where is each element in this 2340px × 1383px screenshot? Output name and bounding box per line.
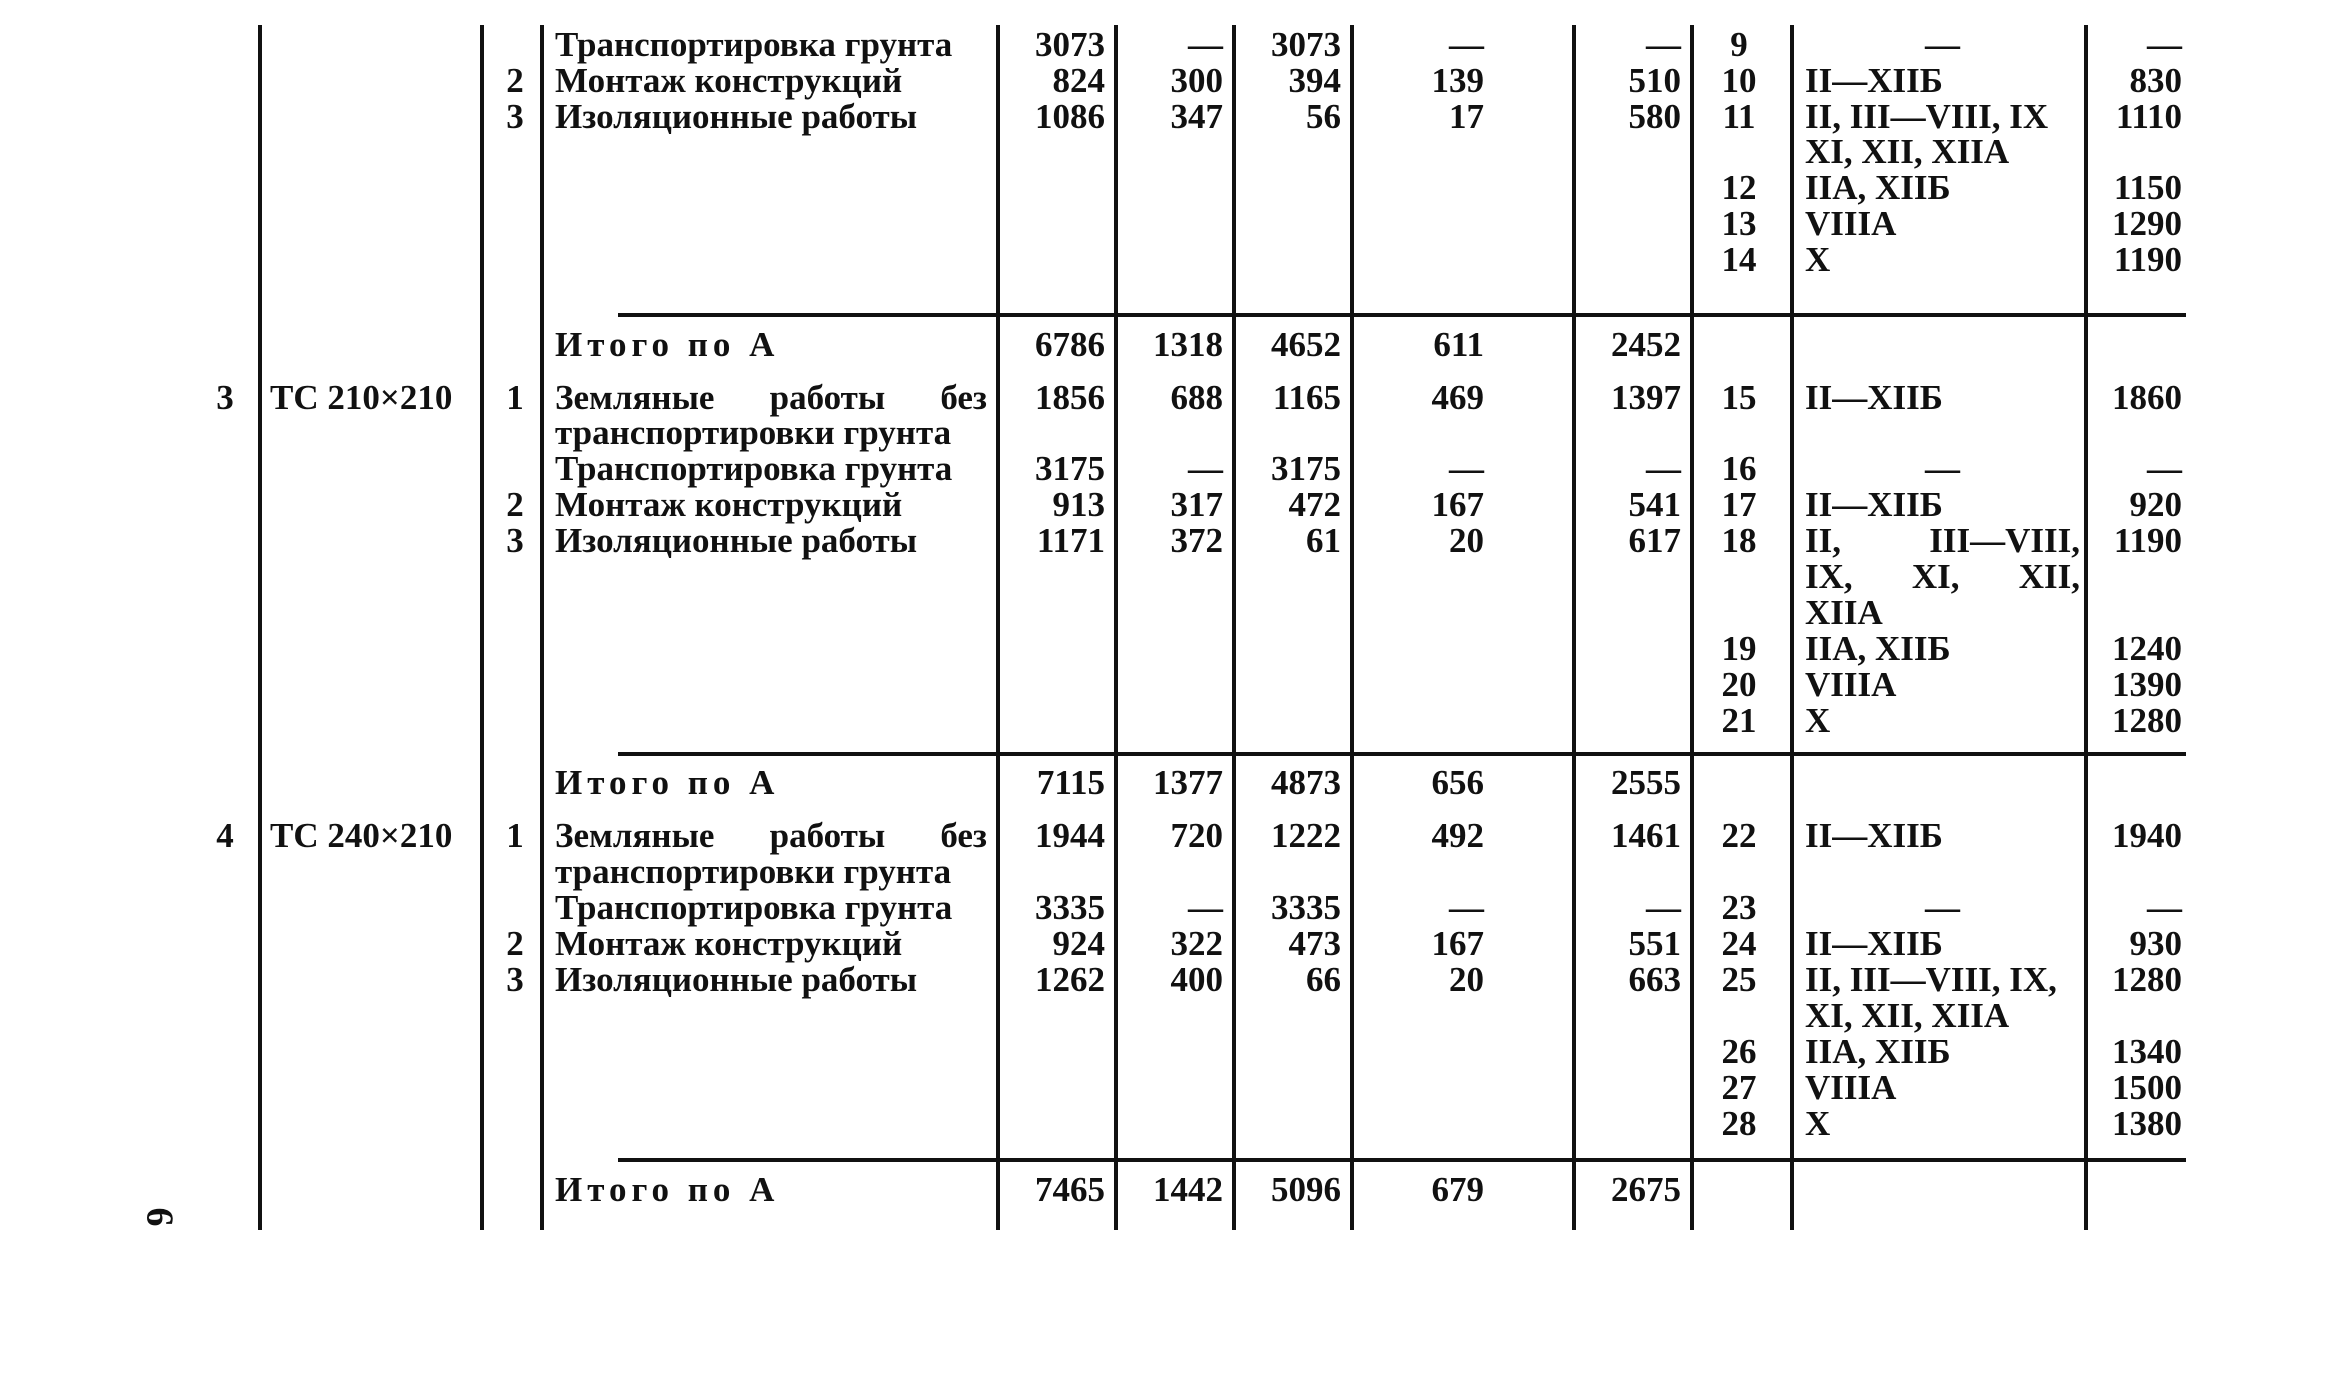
cell-last: 1150 [2113, 168, 2182, 207]
cell-c4: 20 [1449, 521, 1484, 560]
cell-n: 13 [1721, 204, 1757, 243]
rule-col-c1 [1114, 25, 1118, 1230]
cell-cls: VIIIA [1805, 204, 1897, 243]
cell-c3: 3335 [1271, 888, 1341, 927]
cell-c4: 167 [1431, 485, 1484, 524]
cell-cls: II, III—VIII, IX [1805, 97, 2049, 136]
cell-c1: 1171 [1036, 521, 1105, 560]
cell-cls: II—XIIБ [1805, 816, 1943, 855]
cell-c5: — [1646, 888, 1681, 927]
cell-c5: 551 [1628, 924, 1681, 963]
cell-cls: X [1805, 240, 1831, 279]
cell-c1: 913 [1052, 485, 1105, 524]
cell-wt: 3 [506, 97, 524, 136]
cell-last: 1280 [2112, 701, 2182, 740]
rule-block-3-end [618, 1158, 2186, 1162]
cell-c1: 1086 [1035, 97, 1105, 136]
cell-name: Итого по А [555, 763, 780, 802]
cell-c2: — [1188, 449, 1223, 488]
rule-col-worktype [540, 25, 544, 1230]
cell-cls: IIA, XIIБ [1805, 629, 1951, 668]
cell-c3: 56 [1306, 97, 1341, 136]
cell-c5: — [1646, 449, 1681, 488]
rule-col-n [1790, 25, 1794, 1230]
cell-wt: 2 [506, 924, 524, 963]
cell-cls: X [1805, 1104, 1831, 1143]
cell-n: 26 [1721, 1032, 1757, 1071]
cell-last: 1380 [2112, 1104, 2182, 1143]
cell-cls: X [1805, 701, 1831, 740]
cell-last: — [2147, 888, 2182, 927]
cell-n: 21 [1721, 701, 1757, 740]
cell-cls: II—XIIБ [1805, 924, 1943, 963]
cell-name: Изоляционные работы [555, 97, 918, 136]
cell-c1: 1856 [1035, 378, 1105, 417]
cell-cls: VIIIA [1805, 1068, 1897, 1107]
cell-c3: 1165 [1272, 378, 1341, 417]
cell-brand: ТС 240×210 [270, 816, 453, 855]
cell-c3: 394 [1288, 61, 1341, 100]
cell-cls: IIA, XIIБ [1805, 1032, 1951, 1071]
cell-name: Земляные работы без [555, 378, 987, 417]
cell-c2: — [1188, 25, 1223, 64]
cell-last: — [2147, 449, 2182, 488]
cell-c2: 400 [1170, 960, 1223, 999]
rule-col-class [2084, 25, 2088, 1230]
cell-last: 1940 [2112, 816, 2182, 855]
cell-cls: IX, XI, XII, [1805, 557, 2080, 596]
cell-c3: 472 [1288, 485, 1341, 524]
cell-n: 25 [1721, 960, 1757, 999]
cell-n: 24 [1721, 924, 1757, 963]
cell-cls: VIIIA [1805, 665, 1897, 704]
cell-c3: 473 [1288, 924, 1341, 963]
cell-c1: 3335 [1035, 888, 1105, 927]
cell-c4: 20 [1449, 960, 1484, 999]
cell-c5: 580 [1628, 97, 1681, 136]
cell-c1: 7465 [1035, 1170, 1105, 1209]
cell-c4: — [1449, 888, 1484, 927]
cell-c4: 492 [1431, 816, 1484, 855]
cell-c5: 2675 [1611, 1170, 1681, 1209]
cell-wt: 1 [506, 378, 524, 417]
cell-n: 27 [1721, 1068, 1757, 1107]
cell-c1: 7115 [1036, 763, 1105, 802]
cell-last: 1290 [2112, 204, 2182, 243]
cell-last: 930 [2129, 924, 2182, 963]
cell-c4: 17 [1449, 97, 1484, 136]
cell-c3: 3175 [1271, 449, 1341, 488]
cell-brand: ТС 210×210 [270, 378, 453, 417]
cell-last: 920 [2129, 485, 2182, 524]
rule-col-brand [480, 25, 484, 1230]
cell-c5: 617 [1628, 521, 1681, 560]
cell-n: 11 [1722, 97, 1756, 136]
cell-name: Земляные работы без [555, 816, 987, 855]
cell-cls: II—XIIБ [1805, 485, 1943, 524]
cell-c3: 3073 [1271, 25, 1341, 64]
cell-n: 16 [1721, 449, 1757, 488]
cell-no: 3 [216, 378, 234, 417]
cell-c1: 3073 [1035, 25, 1105, 64]
cell-cls: II, III—VIII, [1805, 521, 2080, 560]
page-number: 6 [138, 1207, 181, 1227]
cell-wt: 3 [506, 960, 524, 999]
cell-c2: 720 [1170, 816, 1223, 855]
cell-c4: 469 [1431, 378, 1484, 417]
cell-c3: 66 [1306, 960, 1341, 999]
cell-c2: 1377 [1153, 763, 1223, 802]
cell-name: Транспортировка грунта [555, 888, 953, 927]
cell-name: Транспортировка грунта [555, 449, 953, 488]
rule-block-2-end [618, 752, 2186, 756]
cell-n: 17 [1721, 485, 1757, 524]
rule-col-c3 [1350, 25, 1354, 1230]
cell-c1: 824 [1052, 61, 1105, 100]
cell-cls: II—XIIБ [1805, 378, 1943, 417]
cell-c3: 4652 [1271, 325, 1341, 364]
cell-last: 1860 [2112, 378, 2182, 417]
rule-col-c4 [1572, 25, 1576, 1230]
cell-n: 22 [1721, 816, 1757, 855]
cell-c4: 656 [1431, 763, 1484, 802]
cell-c5: 1461 [1611, 816, 1681, 855]
cell-c5: — [1646, 25, 1681, 64]
cell-cls: — [1925, 888, 1960, 927]
cell-cls: XIIA [1805, 593, 1883, 632]
cell-c2: 322 [1170, 924, 1223, 963]
cell-cls: II—XIIБ [1805, 61, 1943, 100]
rule-col-name [996, 25, 1000, 1230]
cell-cls: II, III—VIII, IX, [1805, 960, 2057, 999]
cell-last: 1390 [2112, 665, 2182, 704]
cell-name: Монтаж конструкций [555, 485, 903, 524]
cell-c1: 6786 [1035, 325, 1105, 364]
cell-last: 1190 [2113, 240, 2182, 279]
cell-name: Изоляционные работы [555, 521, 918, 560]
cell-name: транспортировки грунта [555, 852, 952, 891]
cell-c4: — [1449, 25, 1484, 64]
cell-c3: 4873 [1271, 763, 1341, 802]
cell-c5: 2555 [1611, 763, 1681, 802]
rule-col-c2 [1232, 25, 1236, 1230]
cell-c2: 688 [1170, 378, 1223, 417]
cell-name: Монтаж конструкций [555, 61, 903, 100]
cell-last: 830 [2129, 61, 2182, 100]
cell-c2: 300 [1170, 61, 1223, 100]
cell-name: транспортировки грунта [555, 413, 952, 452]
cell-n: 19 [1721, 629, 1757, 668]
cell-c4: 139 [1431, 61, 1484, 100]
cell-n: 28 [1721, 1104, 1757, 1143]
cell-wt: 2 [506, 61, 524, 100]
cell-last: 1110 [2115, 97, 2182, 136]
cell-name: Монтаж конструкций [555, 924, 903, 963]
cell-n: 18 [1721, 521, 1757, 560]
cell-cls: — [1925, 449, 1960, 488]
cell-name: Изоляционные работы [555, 960, 918, 999]
cell-name: Итого по А [555, 325, 780, 364]
cell-last: — [2147, 25, 2182, 64]
cell-c5: 663 [1628, 960, 1681, 999]
cell-n: 20 [1721, 665, 1757, 704]
cell-c5: 541 [1628, 485, 1681, 524]
cell-c4: — [1449, 449, 1484, 488]
cell-c2: 347 [1170, 97, 1223, 136]
cell-last: 1280 [2112, 960, 2182, 999]
cell-last: 1190 [2113, 521, 2182, 560]
cell-wt: 3 [506, 521, 524, 560]
cell-c5: 1397 [1611, 378, 1681, 417]
cell-c2: 372 [1170, 521, 1223, 560]
cell-last: 1240 [2112, 629, 2182, 668]
cell-n: 23 [1721, 888, 1757, 927]
rule-col-number [258, 25, 262, 1230]
cell-c2: 1442 [1153, 1170, 1223, 1209]
cell-wt: 1 [506, 816, 524, 855]
cell-name: Итого по А [555, 1170, 780, 1209]
cell-c1: 1944 [1035, 816, 1105, 855]
cell-c2: — [1188, 888, 1223, 927]
cell-c4: 679 [1431, 1170, 1484, 1209]
cell-c3: 5096 [1271, 1170, 1341, 1209]
cell-n: 12 [1721, 168, 1757, 207]
cell-c2: 317 [1170, 485, 1223, 524]
cell-c2: 1318 [1153, 325, 1223, 364]
cell-n: 9 [1730, 25, 1748, 64]
cell-last: 1340 [2112, 1032, 2182, 1071]
cell-n: 10 [1721, 61, 1757, 100]
cell-cls: — [1925, 25, 1960, 64]
cell-n: 14 [1721, 240, 1757, 279]
cell-c5: 2452 [1611, 325, 1681, 364]
cell-no: 4 [216, 816, 234, 855]
cell-wt: 2 [506, 485, 524, 524]
cell-c4: 611 [1433, 325, 1484, 364]
rule-block-1-end [618, 313, 2186, 317]
cell-c5: 510 [1628, 61, 1681, 100]
cell-n: 15 [1721, 378, 1757, 417]
cell-cls: IIA, XIIБ [1805, 168, 1951, 207]
cell-c3: 61 [1306, 521, 1341, 560]
cell-last: 1500 [2112, 1068, 2182, 1107]
cell-c1: 3175 [1035, 449, 1105, 488]
cell-cls: XI, XII, XIIA [1805, 996, 2010, 1035]
cell-c3: 1222 [1271, 816, 1341, 855]
cell-c1: 1262 [1035, 960, 1105, 999]
cell-name: Транспортировка грунта [555, 25, 953, 64]
cell-cls: XI, XII, XIIA [1805, 132, 2010, 171]
cell-c4: 167 [1431, 924, 1484, 963]
cell-c1: 924 [1052, 924, 1105, 963]
